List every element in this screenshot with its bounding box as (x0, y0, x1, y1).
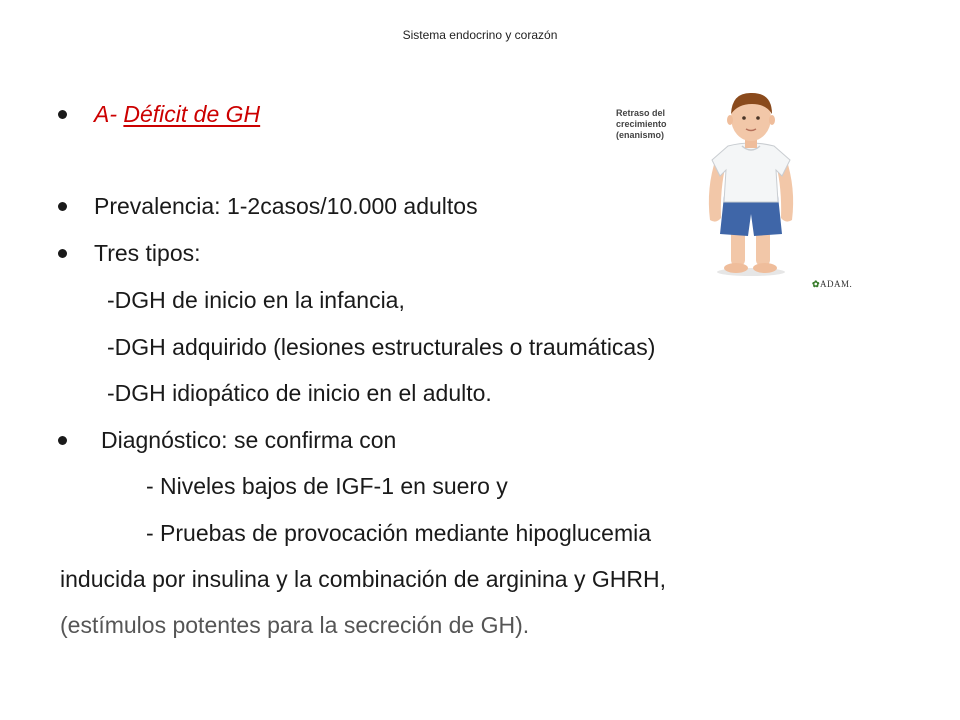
diagnosis-label: Diagnóstico: se confirma con (101, 427, 397, 453)
bullet-icon (58, 436, 67, 445)
bullet-icon (58, 110, 67, 119)
type-item: -DGH idiopático de inicio en el adulto. (107, 380, 492, 406)
section-heading (94, 99, 260, 129)
section-heading-prefix: A- (94, 101, 124, 127)
illustration-growth-delay (606, 88, 866, 298)
child-illustration (606, 88, 866, 298)
diagnosis-note: (estímulos potentes para la secreción de GH). (60, 612, 530, 638)
section-heading-main: Déficit de GH (123, 101, 261, 127)
bullet-icon (58, 249, 67, 258)
diagnosis-item: - Pruebas de provocación mediante hipoglucemia (146, 520, 652, 546)
type-item: -DGH de inicio en la infancia, (107, 287, 405, 313)
illustration-caption: Retraso del crecimiento (enanismo) (616, 108, 667, 140)
slide-header-title: Sistema endocrino y corazón (402, 28, 558, 42)
adam-leaf-icon: ✿ (812, 279, 821, 289)
diagnosis-continuation: inducida por insulina y la combinación de arginina y GHRH, (60, 566, 666, 592)
prevalence-text: Prevalencia: 1-2casos/10.000 adultos (94, 193, 478, 219)
diagnosis-item: - Niveles bajos de IGF-1 en suero y (146, 473, 508, 499)
bullet-icon (58, 202, 67, 211)
type-item: -DGH adquirido (lesiones estructurales o traumáticas) (107, 334, 656, 360)
types-label: Tres tipos: (94, 240, 201, 266)
adam-logo (812, 279, 852, 290)
adam-logo-text: ADAM. (820, 279, 853, 289)
